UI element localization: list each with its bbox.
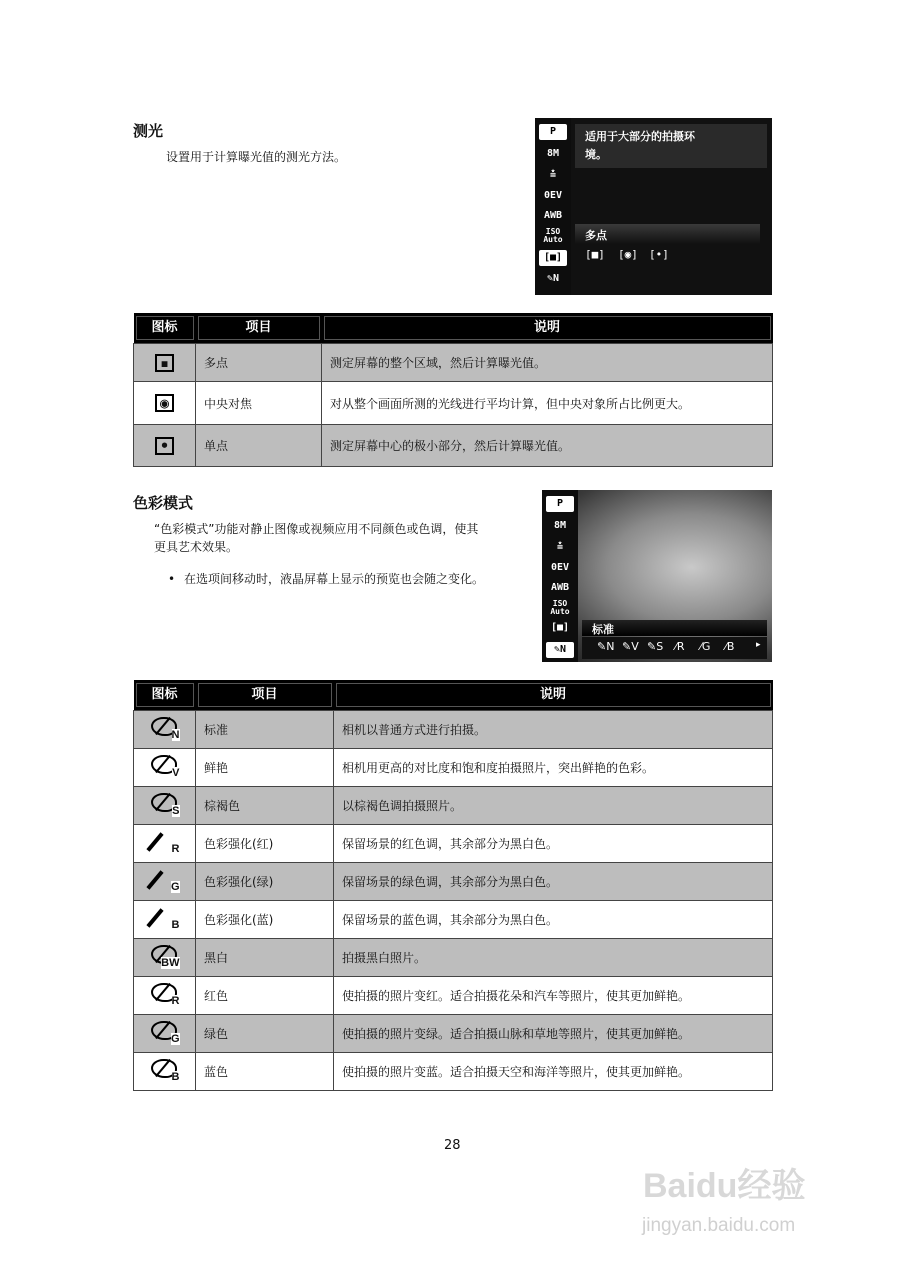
color-accent-red-icon: R [150,829,180,855]
ev-icon: 0EV [550,562,570,573]
header-icon: 图标 [134,313,196,344]
iso-icon: ISO Auto [543,227,563,244]
table-row [134,1053,773,1091]
camera-sidebar [542,490,578,662]
option-standard-icon[interactable]: ✎N [597,640,615,653]
row-item: 绿色 [196,1015,334,1053]
green-icon: G [150,1019,180,1045]
table-row [134,711,773,749]
iso-icon: ISO Auto [550,599,570,616]
row-item: 单点 [196,425,322,467]
option-green-icon[interactable]: ⁄G [700,640,711,653]
table-row [134,1015,773,1053]
table-row [134,939,773,977]
row-desc: 使拍摄的照片变红。适合拍摄花朵和汽车等照片，使其更加鲜艳。 [334,977,773,1015]
row-desc: 相机以普通方式进行拍摄。 [334,711,773,749]
image-size-icon: 8M [546,148,560,159]
image-size-icon: 8M [553,520,567,531]
color-accent-green-icon: G [150,867,180,893]
row-desc: 相机用更高的对比度和饱和度拍摄照片，突出鲜艳的色彩。 [334,749,773,787]
table-row [134,749,773,787]
row-desc: 测定屏幕的整个区域，然后计算曝光值。 [322,344,773,382]
standard-icon: N [150,715,180,741]
row-item: 棕褐色 [196,787,334,825]
header-desc: 说明 [334,680,773,711]
row-item: 中央对焦 [196,382,322,425]
row-desc: 保留场景的蓝色调，其余部分为黑白色。 [334,901,773,939]
option-spot-icon[interactable]: [•] [649,248,669,261]
row-desc: 拍摄黑白照片。 [334,939,773,977]
red-icon: R [150,981,180,1007]
row-desc: 保留场景的红色调，其余部分为黑白色。 [334,825,773,863]
table-row [134,825,773,863]
awb-icon: AWB [550,582,570,593]
metering-desc: 设置用于计算曝光值的测光方法。 [166,150,347,164]
program-mode-icon: P [546,496,574,512]
selected-option-label: 标准 [592,623,614,636]
row-desc: 使拍摄的照片变绿。适合拍摄山脉和草地等照片，使其更加鲜艳。 [334,1015,773,1053]
quality-icon: ≛ [556,542,564,553]
table-row [134,863,773,901]
bullet-dot: • [168,572,176,586]
awb-icon: AWB [543,210,563,221]
row-desc: 以棕褐色调拍摄照片。 [334,787,773,825]
header-desc: 说明 [322,313,773,344]
camera-sidebar [535,118,571,295]
row-desc: 使拍摄的照片变蓝。适合拍摄天空和海洋等照片，使其更加鲜艳。 [334,1053,773,1091]
spot-metering-icon: • [155,437,174,455]
row-item: 黑白 [196,939,334,977]
table-row [134,977,773,1015]
color-mode-bullet: 在选项间移动时，液晶屏幕上显示的预览也会随之变化。 [184,572,485,586]
metering-table [133,313,773,467]
color-accent-blue-icon: B [150,905,180,931]
metering-title: 测光 [133,122,164,140]
color-mode-title: 色彩模式 [133,494,194,512]
center-metering-icon: ◉ [155,394,174,412]
color-mode-icon: ✎N [546,273,560,284]
program-mode-icon: P [539,124,567,140]
row-desc: 测定屏幕中心的极小部分，然后计算曝光值。 [322,425,773,467]
black-white-icon: BW [150,943,180,969]
ev-icon: 0EV [543,190,563,201]
row-item: 色彩强化(绿) [196,863,334,901]
color-mode-icon: ✎N [546,642,574,658]
metering-camera-screen [535,118,772,295]
header-item: 项目 [196,313,322,344]
header-icon: 图标 [134,680,196,711]
watermark-url: jingyan.baidu.com [642,1215,796,1236]
metering-icon: [■] [539,250,567,266]
row-item: 标准 [196,711,334,749]
table-row [134,901,773,939]
row-item: 红色 [196,977,334,1015]
option-multi-icon[interactable]: [■] [585,248,605,261]
option-vivid-icon[interactable]: ✎V [622,640,639,653]
row-desc: 对从整个画面所测的光线进行平均计算，但中央对象所占比例更大。 [322,382,773,425]
color-mode-table [133,680,773,1091]
option-red-icon[interactable]: ⁄R [675,640,685,653]
hint-line-1: 适用于大部分的拍摄环 [585,130,695,143]
row-item: 鲜艳 [196,749,334,787]
row-item: 色彩强化(蓝) [196,901,334,939]
option-blue-icon[interactable]: ⁄B [725,640,735,653]
multi-metering-icon: ▪ [155,354,174,372]
color-mode-desc-2: 更具艺术效果。 [154,540,239,554]
hint-line-2: 境。 [585,148,607,161]
row-item: 色彩强化(红) [196,825,334,863]
table-row [134,344,773,382]
vivid-icon: V [150,753,180,779]
table-row [134,382,773,425]
selected-option-label: 多点 [585,229,607,242]
table-row [134,425,773,467]
color-mode-desc-1: “色彩模式”功能对静止图像或视频应用不同颜色或色调，使其 [154,522,479,536]
color-mode-camera-screen [542,490,772,662]
sepia-icon: S [150,791,180,817]
option-center-icon[interactable]: [◉] [618,248,638,261]
header-item: 项目 [196,680,334,711]
page-number: 28 [444,1138,461,1153]
option-sepia-icon[interactable]: ✎S [647,640,664,653]
row-item: 多点 [196,344,322,382]
row-item: 蓝色 [196,1053,334,1091]
row-desc: 保留场景的绿色调，其余部分为黑白色。 [334,863,773,901]
watermark-logo: Baidu经验 [643,1167,806,1205]
table-row [134,787,773,825]
scroll-right-arrow-icon[interactable]: ▸ [756,640,761,650]
blue-icon: B [150,1057,180,1083]
quality-icon: ≛ [549,170,557,181]
metering-icon: [■] [550,622,570,633]
